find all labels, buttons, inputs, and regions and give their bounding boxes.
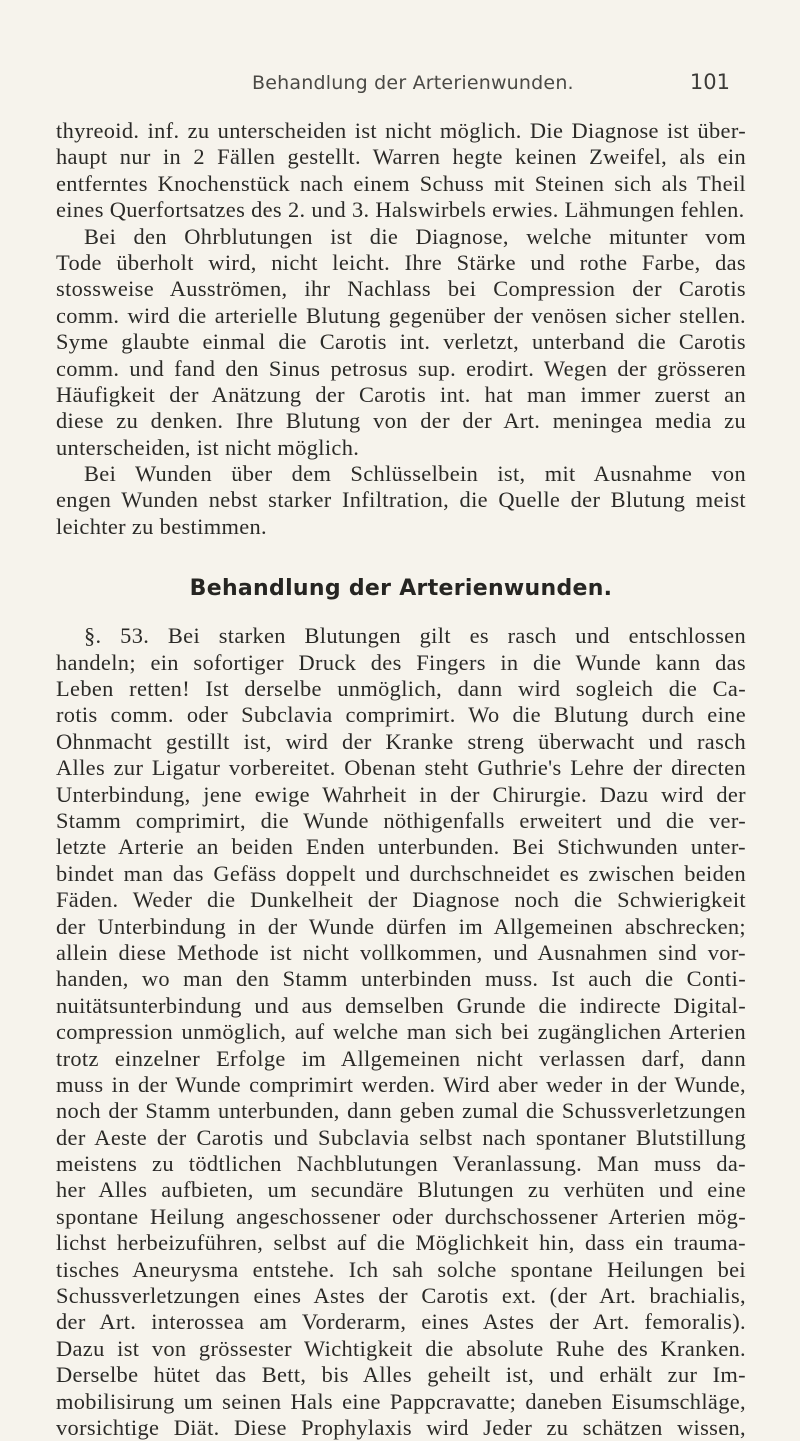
text-line: trotz einzelner Erfolge im Allgemeinen nicht verlassen darf, dann	[56, 1045, 746, 1071]
text-line: noch der Stamm unterbunden, dann geben zumal die Schussverletzungen	[56, 1098, 746, 1124]
text-line: Ohnmacht gestillt ist, wird der Kranke streng überwacht und rasch	[56, 728, 746, 754]
text-line: letzte Arterie an beiden Enden unterbunden. Bei Stichwunden unter-	[56, 834, 746, 860]
text-line: Derselbe hütet das Bett, bis Alles geheilt ist, und erhält zur Im-	[56, 1362, 746, 1388]
text-line: tisches Aneurysma entstehe. Ich sah solche spontane Heilungen bei	[56, 1256, 746, 1282]
text-line: Tode überholt wird, nicht leicht. Ihre Stärke und rothe Farbe, das	[56, 249, 746, 275]
text-line: diese zu denken. Ihre Blutung von der der Art. meningea media zu	[56, 408, 746, 434]
text-line: allein diese Methode ist nicht vollkommen, und Ausnahmen sind vor-	[56, 939, 746, 965]
running-head	[252, 70, 730, 94]
text-line: comm. und fand den Sinus petrosus sup. erodirt. Wegen der grösseren	[56, 355, 746, 381]
text-line: Bei den Ohrblutungen ist die Diagnose, welche mitunter vom	[84, 223, 746, 249]
text-line: her Alles aufbieten, um secundäre Blutungen zu verhüten und eine	[56, 1177, 746, 1203]
text-line: Dazu ist von grössester Wichtigkeit die absolute Ruhe des Kranken.	[56, 1335, 746, 1361]
paragraph-ear-bleeding	[56, 224, 746, 462]
text-line: §. 53. Bei starken Blutungen gilt es rasch und entschlossen	[84, 623, 746, 649]
page-number: 101	[689, 70, 730, 94]
paragraph-continued	[56, 118, 746, 224]
text-line: Leben retten! Ist derselbe unmöglich, dann wird sogleich die Ca-	[56, 676, 746, 702]
text-line: bindet man das Gefäss doppelt und durchschneidet es zwischen beiden	[56, 860, 746, 886]
text-line: rotis comm. oder Subclavia comprimirt. Wo die Blutung durch eine	[56, 702, 746, 728]
text-line: Unterbindung, jene ewige Wahrheit in der Chirurgie. Dazu wird der	[56, 781, 746, 807]
text-line: Stamm comprimirt, die Wunde nöthigenfalls erweitert und die ver-	[56, 807, 746, 833]
text-line: vorsichtige Diät. Diese Prophylaxis wird Jeder zu schätzen wissen,	[56, 1414, 746, 1440]
text-line: meistens zu tödtlichen Nachblutungen Veranlassung. Man muss da-	[56, 1151, 746, 1177]
text-line: entferntes Knochenstück nach einem Schuss mit Steinen sich als Theil	[56, 170, 746, 196]
text-line: muss in der Wunde comprimirt werden. Wird aber weder in der Wunde,	[56, 1071, 746, 1097]
paragraph-section-53	[56, 623, 746, 1441]
text-line: unterscheiden, ist nicht möglich.	[56, 434, 360, 460]
text-line: der Art. interossea am Vorderarm, eines Astes der Art. femoralis).	[56, 1309, 746, 1335]
text-line: Schussverletzungen eines Astes der Carotis ext. (der Art. brachialis,	[56, 1283, 746, 1309]
text-line: Fäden. Weder die Dunkelheit der Diagnose noch die Schwierigkeit	[56, 887, 746, 913]
body-text	[56, 118, 746, 1441]
text-line: eines Querfortsatzes des 2. und 3. Halswirbels erwies. Lähmungen fehlen.	[56, 197, 745, 223]
text-line: thyreoid. inf. zu unterscheiden ist nicht möglich. Die Diagnose ist über-	[56, 118, 746, 143]
text-line: handen, wo man den Stamm unterbinden muss. Ist auch die Conti-	[56, 966, 746, 992]
text-line: haupt nur in 2 Fällen gestellt. Warren hegte keinen Zweifel, als ein	[56, 144, 746, 170]
text-line: Bei Wunden über dem Schlüsselbein ist, mit Ausnahme von	[84, 461, 746, 487]
text-line: compression unmöglich, auf welche man sich bei zugänglichen Arterien	[56, 1019, 746, 1045]
text-line: spontane Heilung angeschossener oder durchschossener Arterien mög-	[56, 1203, 746, 1229]
text-line: der Aeste der Carotis und Subclavia selbst nach spontaner Blutstillung	[56, 1124, 746, 1150]
text-line: handeln; ein sofortiger Druck des Fingers in die Wunde kann das	[56, 649, 746, 675]
text-line: nuitätsunterbindung und aus demselben Grunde die indirecte Digital-	[56, 992, 746, 1018]
text-line: der Unterbindung in der Wunde dürfen im Allgemeinen abschrecken;	[56, 913, 746, 939]
text-line: Häufigkeit der Anätzung der Carotis int. hat man immer zuerst an	[56, 381, 746, 407]
text-line: Alles zur Ligatur vorbereitet. Obenan steht Guthrie's Lehre der directen	[56, 755, 746, 781]
running-title: Behandlung der Arterienwunden.	[252, 72, 574, 94]
paragraph-collarbone	[56, 461, 746, 540]
text-line: stossweise Ausströmen, ihr Nachlass bei Compression der Carotis	[56, 276, 746, 302]
text-line: lichst herbeizuführen, selbst auf die Möglichkeit hin, dass ein trauma-	[56, 1230, 746, 1256]
text-line: Syme glaubte einmal die Carotis int. verletzt, unterband die Carotis	[56, 329, 746, 355]
text-line: engen Wunden nebst starker Infiltration, die Quelle der Blutung meist	[56, 487, 746, 513]
text-line: leichter zu bestimmen.	[56, 513, 268, 539]
section-heading: Behandlung der Arterienwunden.	[189, 576, 613, 602]
text-line: comm. wird die arterielle Blutung gegenüber der venösen sicher stellen.	[56, 302, 746, 328]
text-line: mobilisirung um seinen Hals eine Pappcravatte; daneben Eisumschläge,	[56, 1388, 746, 1414]
